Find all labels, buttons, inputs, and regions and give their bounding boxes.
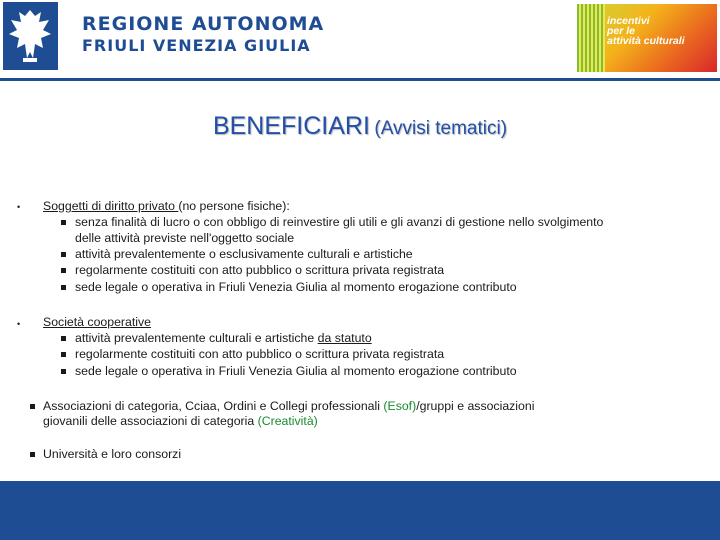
section1-item-2: attività prevalentemente o esclusivamente culturali e artistiche: [75, 247, 413, 261]
section1-item-4: sede legale o operativa in Friuli Venezia Giulia al momento erogazione contributo: [75, 280, 517, 294]
bullet-square: [61, 268, 66, 273]
section2-heading: Società cooperative: [43, 315, 152, 329]
section3-creativita: (Creatività): [257, 414, 318, 428]
region-name-line1: REGIONE AUTONOMA: [82, 13, 325, 35]
footer-bar: [0, 481, 720, 540]
section2-item-1: [75, 330, 372, 346]
bullet-square: [61, 252, 66, 257]
bullet-dot: •: [17, 319, 21, 329]
section3-text-mid: /gruppi e associazioni: [416, 399, 535, 413]
section2-item-3: sede legale o operativa in Friuli Venezia Giulia al momento erogazione contributo: [75, 364, 517, 378]
bullet-square: [61, 336, 66, 341]
section3-line2: [43, 413, 318, 429]
section4-text: Università e loro consorzi: [43, 447, 182, 461]
section1-item-1-cont: delle attività previste nell'oggetto sociale: [75, 231, 295, 245]
section2-item-1-text: attività prevalentemente culturali e artistiche: [75, 331, 318, 345]
banner-line-2: per le: [607, 25, 636, 37]
bullet-square: [61, 369, 66, 374]
section2-item-1-underlined: da statuto: [317, 331, 372, 345]
bullet-square: [61, 352, 66, 357]
bullet-square: [61, 220, 66, 225]
banner-line-1: incentivi: [607, 15, 650, 27]
section1-item-1: senza finalità di lucro o con obbligo di reinvestire gli utili e gli avanzi di gestione nello svolgimento: [75, 215, 604, 229]
section3-esof: (Esof): [383, 399, 417, 413]
bullet-dot: •: [17, 202, 21, 212]
banner-line-3: attività culturali: [607, 35, 685, 47]
bullet-square: [61, 285, 66, 290]
page-title-main: BENEFICIARI: [212, 112, 370, 140]
section1-heading-rest: (no persone fisiche):: [178, 199, 290, 213]
section3-line2-text: giovanili delle associazioni di categoria: [43, 414, 258, 428]
page-title-sub: (Avvisi tematici): [374, 118, 508, 139]
section1-heading: [43, 198, 290, 214]
section2-item-2: regolarmente costituiti con atto pubblico o scrittura privata registrata: [75, 347, 445, 361]
section3-line1: [43, 398, 534, 414]
bullet-square: [30, 452, 35, 457]
section3-text: Associazioni di categoria, Cciaa, Ordini e Collegi professionali: [43, 399, 384, 413]
section1-heading-underlined: Soggetti di diritto privato: [43, 199, 179, 213]
bullet-square: [30, 404, 35, 409]
region-name-line2: FRIULI VENEZIA GIULIA: [82, 36, 311, 55]
section1-item-3: regolarmente costituiti con atto pubblico o scrittura privata registrata: [75, 263, 445, 277]
